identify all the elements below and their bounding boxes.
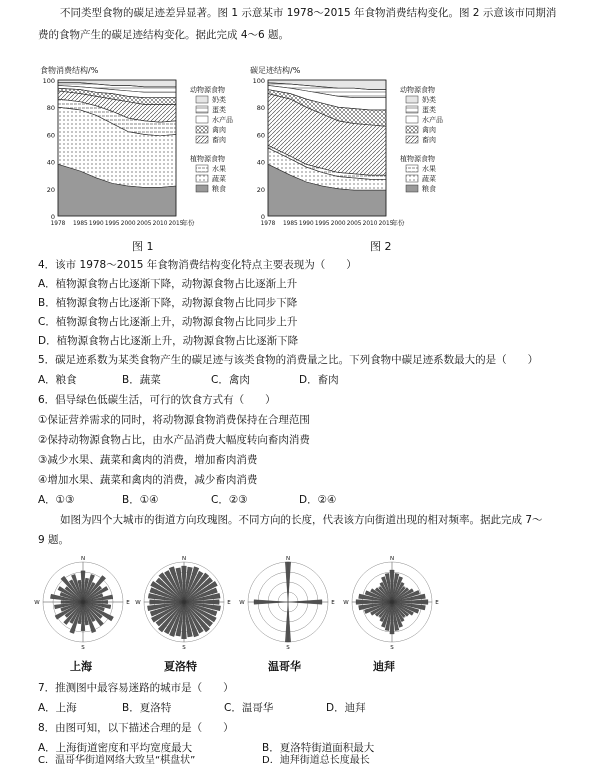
y-tick-label: 100 xyxy=(42,77,55,85)
q4-stem: 4．该市 1978～2015 年食物消费结构变化特点主要表现为（ ） xyxy=(38,259,357,271)
compass-letter: E xyxy=(126,600,130,606)
legend-group-title: 动物源食物 xyxy=(190,86,225,94)
x-tick-label: 2015 xyxy=(168,221,184,227)
legend-swatch xyxy=(196,116,208,123)
compass-letter: E xyxy=(227,600,231,606)
x-tick-label: 1990 xyxy=(88,221,104,227)
street-rose-diagrams xyxy=(34,550,578,660)
q4-option-b: B．植物源食物占比逐渐下降，动物源食物占比同步下降 xyxy=(38,297,298,309)
x-axis-label: 年份 xyxy=(391,219,405,227)
legend-label: 蛋类 xyxy=(422,106,436,114)
x-tick-label: 2005 xyxy=(346,221,362,227)
q7-stem: 7．推测图中最容易迷路的城市是（ ） xyxy=(38,682,234,694)
compass-letter: N xyxy=(285,556,291,562)
legend-swatch xyxy=(196,106,208,113)
q8-option-a: A．上海街道密度和平均宽度最大 xyxy=(38,742,193,754)
legend-label: 水果 xyxy=(212,165,226,173)
y-tick-label: 40 xyxy=(256,158,265,167)
y-tick-label: 0 xyxy=(50,213,55,221)
legend-label: 蛋类 xyxy=(212,106,226,114)
legend-swatch xyxy=(406,126,418,133)
legend-group-title: 植物源食物 xyxy=(190,155,225,163)
legend-label: 粮食 xyxy=(212,185,226,193)
legend-label: 畜肉 xyxy=(422,136,436,144)
figure-1-chart xyxy=(38,62,248,240)
compass-letter: W xyxy=(343,600,349,606)
figure-2 xyxy=(248,62,458,240)
q6-statement-2: ②保持动物源食物占比，由水产品消费大幅度转向畜肉消费 xyxy=(38,434,310,446)
legend-group-title: 动物源食物 xyxy=(400,86,435,94)
q4-option-d: D．植物源食物占比逐渐上升，动物源食物占比逐渐下降 xyxy=(38,335,299,347)
legend-swatch xyxy=(406,175,418,182)
x-tick-label: 2000 xyxy=(120,221,136,227)
x-axis-label: 年份 xyxy=(181,219,195,227)
legend-label: 禽肉 xyxy=(212,126,226,134)
legend-label: 禽肉 xyxy=(422,126,436,134)
x-tick-label: 1985 xyxy=(72,221,88,227)
legend-label: 水产品 xyxy=(212,116,233,124)
compass-letter: W xyxy=(239,600,245,606)
legend-swatch xyxy=(196,165,208,172)
legend-swatch xyxy=(406,116,418,123)
legend-group-title: 植物源食物 xyxy=(400,155,435,163)
y-tick-label: 60 xyxy=(256,131,265,140)
legend-label: 粮食 xyxy=(422,185,436,193)
y-tick-label: 100 xyxy=(252,77,265,85)
y-tick-label: 80 xyxy=(256,104,265,113)
q7-option-a: A．上海 xyxy=(38,702,77,714)
x-tick-label: 1978 xyxy=(260,221,276,227)
chart-title: 食物消费结构/% xyxy=(40,66,99,75)
legend-swatch xyxy=(406,136,418,143)
compass-letter: E xyxy=(331,600,335,606)
q6-statement-4: ④增加水果、蔬菜和禽肉的消费，减少畜肉消费 xyxy=(38,474,258,486)
figure-1 xyxy=(38,62,248,240)
y-tick-label: 0 xyxy=(260,213,265,221)
q6-statement-3: ③减少水果、蔬菜和禽肉的消费，增加畜肉消费 xyxy=(38,454,258,466)
x-tick-label: 2015 xyxy=(378,221,394,227)
compass-letter: N xyxy=(181,556,187,562)
intro-line-1: 不同类型食物的碳足迹差异显著。图 1 示意某市 1978～2015 年食物消费结构变化。图 2 示意该市同期消 xyxy=(60,7,557,19)
x-tick-label: 1995 xyxy=(104,221,120,227)
compass-letter: S xyxy=(390,645,394,651)
x-tick-label: 2010 xyxy=(152,221,168,227)
x-tick-label: 1990 xyxy=(298,221,314,227)
x-tick-label: 1995 xyxy=(314,221,330,227)
legend-label: 奶类 xyxy=(422,96,436,104)
legend-swatch xyxy=(406,165,418,172)
legend-label: 蔬菜 xyxy=(422,175,436,183)
intro2-line-2: 9 题。 xyxy=(38,534,70,546)
legend-label: 水果 xyxy=(422,165,436,173)
q6-statement-1: ①保证营养需求的同时，将动物源食物消费保持在合理范围 xyxy=(38,414,310,426)
x-tick-label: 1985 xyxy=(282,221,298,227)
legend-swatch xyxy=(196,126,208,133)
figure-2-chart xyxy=(248,62,458,240)
legend-label: 奶类 xyxy=(212,96,226,104)
q7-option-d: D．迪拜 xyxy=(326,702,366,714)
compass-letter: N xyxy=(80,556,86,562)
q5-option-b: B．蔬菜 xyxy=(122,374,161,386)
compass-letter: S xyxy=(81,645,85,651)
q8-option-b: B．夏洛特街道面积最大 xyxy=(262,742,375,754)
legend-label: 蔬菜 xyxy=(212,175,226,183)
q6-option-d: D．②④ xyxy=(299,494,337,506)
street-rose-figure xyxy=(34,550,578,660)
rose-label-shanghai: 上海 xyxy=(70,660,92,673)
q6-option-c: C．②③ xyxy=(211,494,248,506)
q6-stem: 6．倡导绿色低碳生活，可行的饮食方式有（ ） xyxy=(38,394,276,406)
q4-option-a: A．植物源食物占比逐渐下降，动物源食物占比逐渐上升 xyxy=(38,278,298,290)
compass-letter: S xyxy=(286,645,290,651)
legend-swatch xyxy=(196,136,208,143)
q4-option-c: C．植物源食物占比逐渐上升，动物源食物占比同步上升 xyxy=(38,316,298,328)
x-tick-label: 2000 xyxy=(330,221,346,227)
intro2-line-1: 如图为四个大城市的街道方向玫瑰图。不同方向的长度，代表该方向街道出现的相对频率。据此完成 7～ xyxy=(60,514,543,526)
q7-option-b: B．夏洛特 xyxy=(122,702,172,714)
legend-swatch xyxy=(196,96,208,103)
chart-title: 碳足迹结构/% xyxy=(250,66,301,75)
x-tick-label: 2005 xyxy=(136,221,152,227)
legend-swatch xyxy=(406,96,418,103)
q5-stem: 5．碳足迹系数为某类食物产生的碳足迹与该类食物的消费量之比。下列食物中碳足迹系数最大的是（ ） xyxy=(38,354,539,366)
rose-label-vancouver: 温哥华 xyxy=(268,660,301,673)
q8-option-c: C．温哥华街道网络大致呈“棋盘状” xyxy=(38,755,196,766)
y-tick-label: 40 xyxy=(46,158,55,167)
x-tick-label: 1978 xyxy=(50,221,66,227)
legend-swatch xyxy=(406,106,418,113)
y-tick-label: 60 xyxy=(46,131,55,140)
y-tick-label: 80 xyxy=(46,104,55,113)
legend-label: 水产品 xyxy=(422,116,443,124)
legend-swatch xyxy=(406,185,418,192)
legend-swatch xyxy=(196,185,208,192)
q5-option-c: C．禽肉 xyxy=(211,374,250,386)
q6-option-a: A．①③ xyxy=(38,494,75,506)
intro-line-2: 费的食物产生的碳足迹结构变化。据此完成 4～6 题。 xyxy=(38,29,290,41)
figure-1-caption: 图 1 xyxy=(132,240,154,253)
q7-option-c: C．温哥华 xyxy=(224,702,274,714)
legend-label: 畜肉 xyxy=(212,136,226,144)
rose-label-dubai: 迪拜 xyxy=(373,660,395,673)
x-tick-label: 2010 xyxy=(362,221,378,227)
q5-option-a: A．粮食 xyxy=(38,374,77,386)
rose-label-charlotte: 夏洛特 xyxy=(164,660,197,673)
compass-letter: W xyxy=(135,600,141,606)
y-tick-label: 20 xyxy=(256,185,265,194)
y-tick-label: 20 xyxy=(46,185,55,194)
compass-letter: S xyxy=(182,645,186,651)
q5-option-d: D．畜肉 xyxy=(299,374,339,386)
compass-letter: E xyxy=(435,600,439,606)
compass-letter: W xyxy=(34,600,40,606)
q8-stem: 8．由图可知，以下描述合理的是（ ） xyxy=(38,722,234,734)
q6-option-b: B．①④ xyxy=(122,494,159,506)
compass-letter: N xyxy=(389,556,395,562)
figure-2-caption: 图 2 xyxy=(370,240,392,253)
legend-swatch xyxy=(196,175,208,182)
q8-option-d: D．迪拜街道总长度最长 xyxy=(262,755,370,766)
